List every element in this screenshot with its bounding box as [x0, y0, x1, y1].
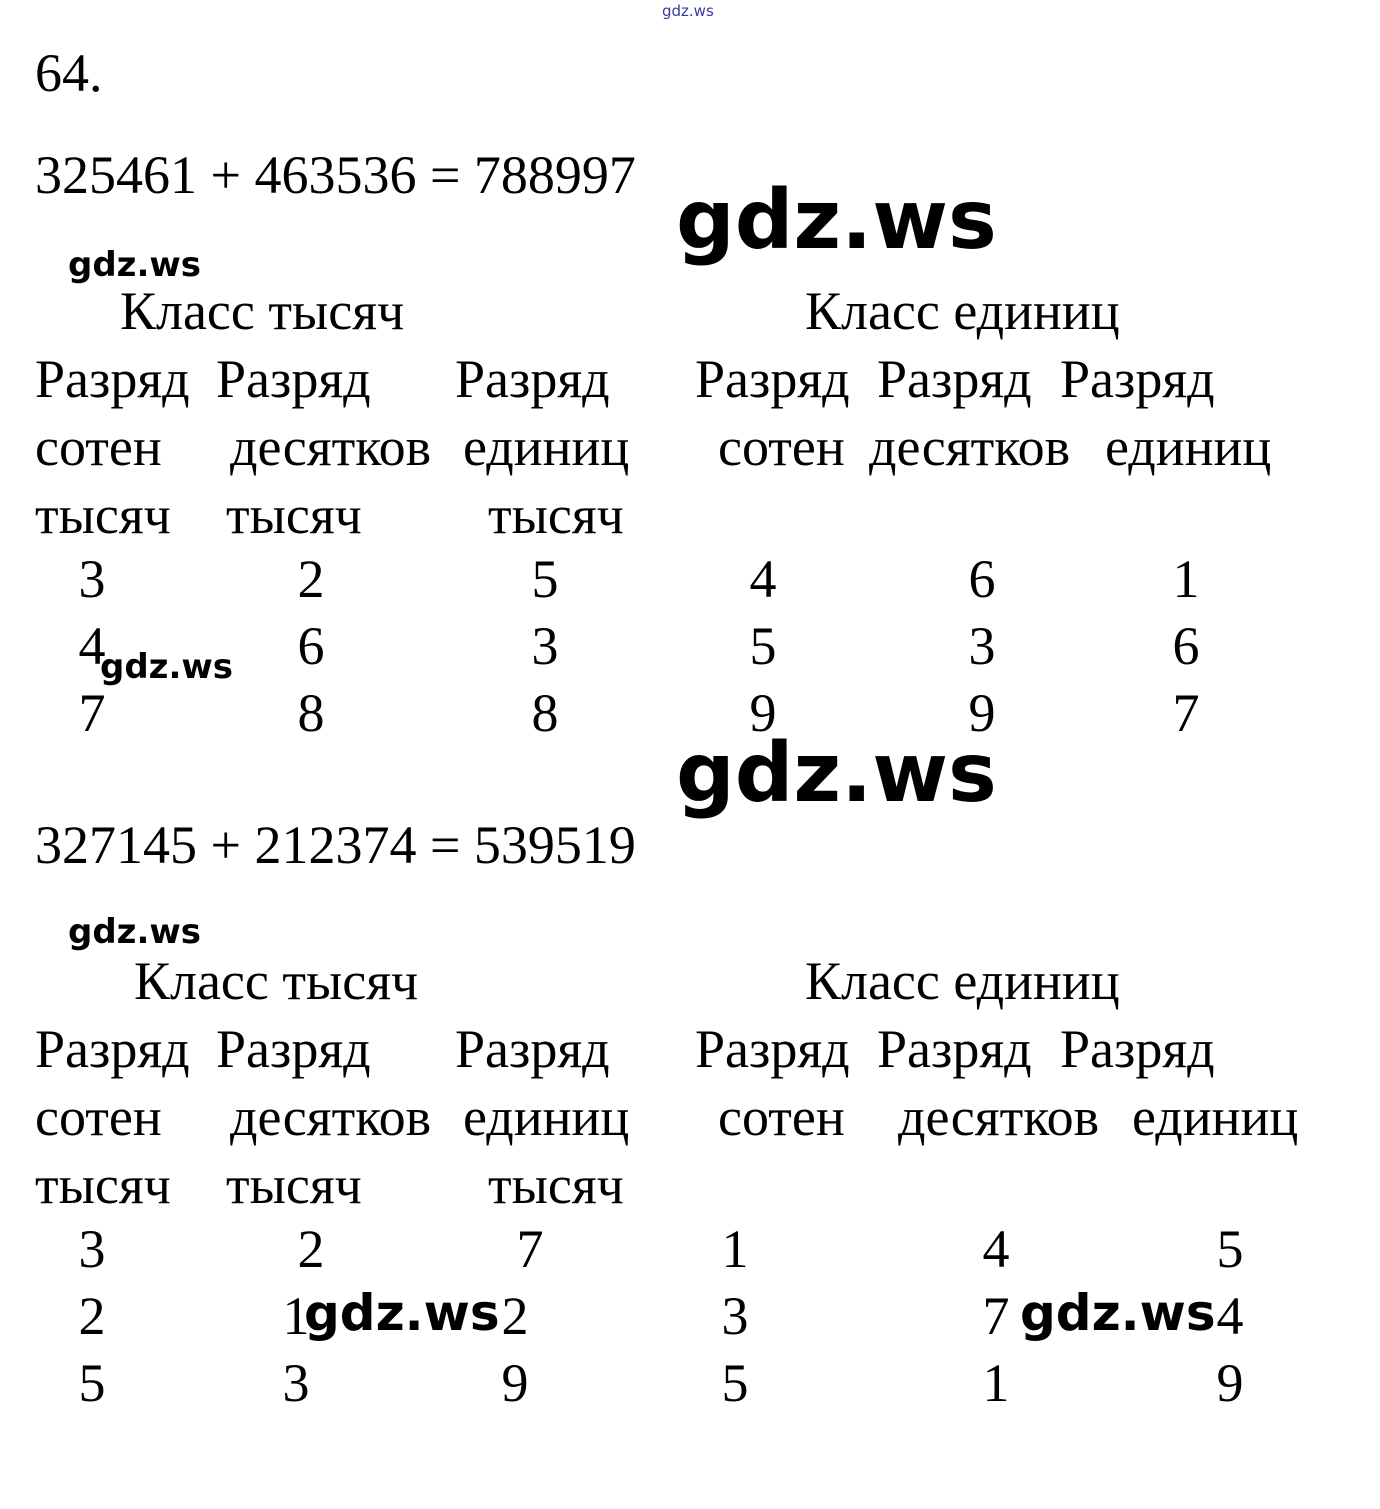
rank-word: единиц: [463, 1087, 630, 1147]
digit: 3: [78, 1219, 106, 1279]
rank-word: единиц: [1132, 1087, 1299, 1147]
digit: 7: [982, 1286, 1010, 1346]
rank-word: Разряд: [877, 1019, 1032, 1079]
task-number: 64.: [35, 43, 103, 103]
rank-word: тысяч: [226, 1155, 362, 1215]
rank-word: единиц: [1105, 417, 1272, 477]
rank-word: Разряд: [1060, 349, 1215, 409]
digit: 1: [721, 1219, 749, 1279]
rank-word: единиц: [463, 417, 630, 477]
rank-word: десятков: [898, 1087, 1100, 1147]
digit: 1: [282, 1286, 310, 1346]
digit: 3: [721, 1286, 749, 1346]
rank-word: тысяч: [488, 1155, 624, 1215]
digit: 1: [1172, 549, 1200, 609]
watermark: gdz.ws: [68, 912, 202, 952]
rank-word: Разряд: [455, 349, 610, 409]
class-thousands-label: Класс тысяч: [134, 951, 419, 1011]
digit: 3: [78, 549, 106, 609]
watermark: gdz.ws: [100, 647, 234, 687]
rank-word: Разряд: [695, 349, 850, 409]
digit: 7: [78, 683, 106, 743]
rank-word: тысяч: [35, 1155, 171, 1215]
rank-word: Разряд: [216, 1019, 371, 1079]
digit: 8: [531, 683, 559, 743]
digit: 4: [749, 549, 777, 609]
equation-1: 325461 + 463536 = 788997: [35, 145, 636, 205]
rank-word: сотен: [35, 1087, 162, 1147]
digit: 7: [516, 1219, 544, 1279]
digit: 4: [982, 1219, 1010, 1279]
rank-word: сотен: [718, 417, 845, 477]
rank-word: сотен: [718, 1087, 845, 1147]
rank-word: тысяч: [488, 485, 624, 545]
digit: 2: [297, 549, 325, 609]
digit: 5: [749, 616, 777, 676]
rank-word: Разряд: [455, 1019, 610, 1079]
rank-word: десятков: [230, 417, 432, 477]
watermark: gdz.ws: [676, 173, 997, 268]
rank-word: Разряд: [216, 349, 371, 409]
class-thousands-label: Класс тысяч: [120, 281, 405, 341]
digit: 2: [501, 1286, 529, 1346]
digit: 4: [78, 616, 106, 676]
equation-2: 327145 + 212374 = 539519: [35, 815, 636, 875]
watermark-top: gdz.ws: [662, 2, 714, 20]
digit: 5: [78, 1353, 106, 1413]
rank-word: Разряд: [877, 349, 1032, 409]
digit: 6: [297, 616, 325, 676]
digit: 5: [1216, 1219, 1244, 1279]
digit: 7: [1172, 683, 1200, 743]
digit: 9: [968, 683, 996, 743]
digit: 6: [968, 549, 996, 609]
digit: 2: [297, 1219, 325, 1279]
digit: 4: [1216, 1286, 1244, 1346]
rank-word: Разряд: [35, 1019, 190, 1079]
digit: 5: [721, 1353, 749, 1413]
digit: 6: [1172, 616, 1200, 676]
digit: 1: [982, 1353, 1010, 1413]
rank-word: сотен: [35, 417, 162, 477]
digit: 3: [282, 1353, 310, 1413]
class-units-label: Класс единиц: [805, 951, 1120, 1011]
digit: 9: [749, 683, 777, 743]
rank-word: Разряд: [35, 349, 190, 409]
digit: 5: [531, 549, 559, 609]
rank-word: тысяч: [226, 485, 362, 545]
digit: 9: [501, 1353, 529, 1413]
digit: 8: [297, 683, 325, 743]
rank-word: Разряд: [695, 1019, 850, 1079]
rank-word: десятков: [230, 1087, 432, 1147]
class-units-label: Класс единиц: [805, 281, 1120, 341]
watermark: gdz.ws: [1020, 1284, 1216, 1342]
watermark: gdz.ws: [676, 726, 997, 821]
rank-word: Разряд: [1060, 1019, 1215, 1079]
rank-word: десятков: [869, 417, 1071, 477]
rank-word: тысяч: [35, 485, 171, 545]
digit: 3: [968, 616, 996, 676]
digit: 3: [531, 616, 559, 676]
digit: 2: [78, 1286, 106, 1346]
watermark: gdz.ws: [68, 245, 202, 285]
digit: 9: [1216, 1353, 1244, 1413]
watermark: gdz.ws: [304, 1284, 500, 1342]
